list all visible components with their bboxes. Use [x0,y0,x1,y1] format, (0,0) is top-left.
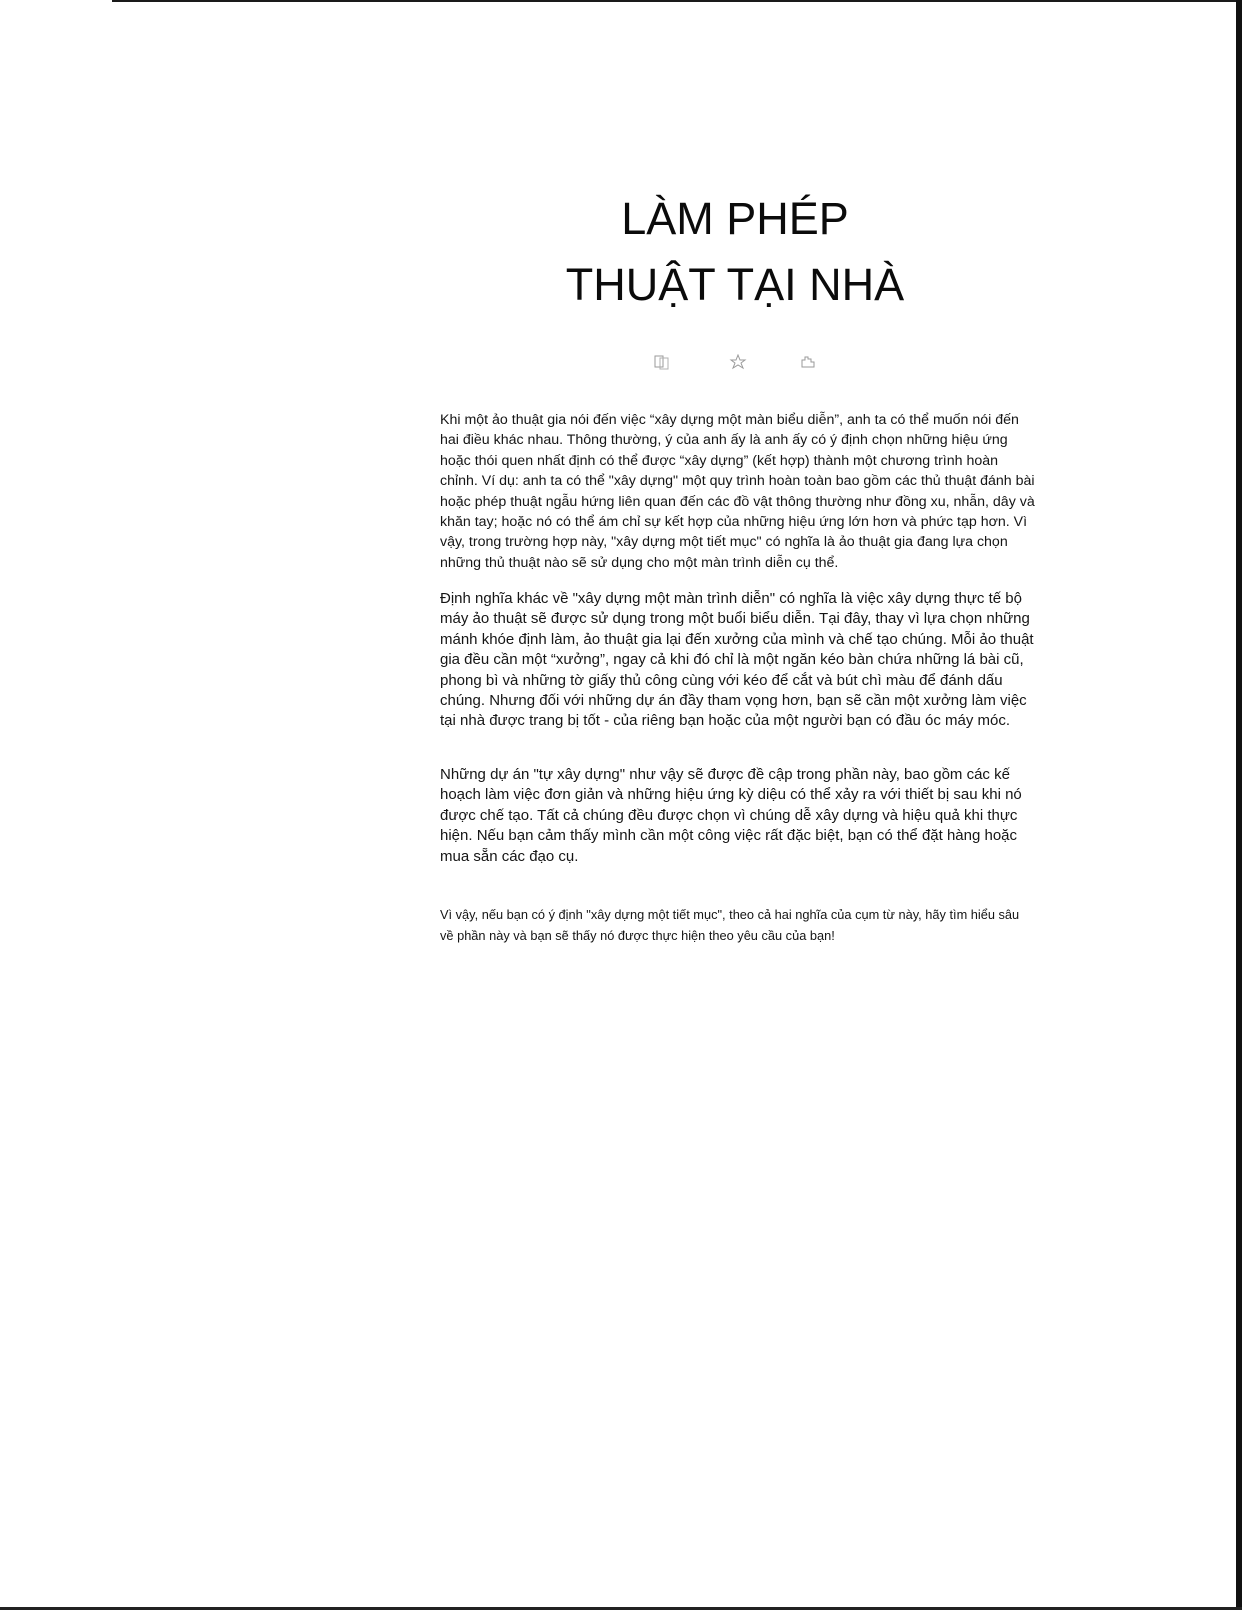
page-title [520,186,950,318]
page-right-edge [1236,0,1242,1610]
hand-ornament-icon [798,354,818,370]
paragraph-2 [440,589,1035,732]
paragraph-4 [440,904,1035,946]
card-ornament-icon [652,354,672,370]
star-ornament-icon [728,354,748,370]
paragraph-3-text: Những dự án "tự xây dựng" như vậy sẽ được đề cập trong phần này, bao gồm các kế hoạch làm việc đơn giản và những hiệu ứng kỳ diệu có thể xảy ra với thiết bị sau khi nó được chế tạo. Tất cả chúng đều được chọn vì chúng dễ xây dựng và hiệu quả khi thực hiện. Nếu bạn cảm thấy mình cần một công việc rất đặc biệt, bạn có thể đặt hàng hoặc mua sẵn các đạo cụ. [440,766,1022,865]
paragraph-1 [440,410,1035,573]
page-title-line-2: THUẬT TẠI NHÀ [565,259,905,310]
paragraph-4-text: Vì vậy, nếu bạn có ý định "xây dựng một tiết mục", theo cả hai nghĩa của cụm từ này, hãy tìm hiểu sâu về phần này và bạn sẽ thấy nó được thực hiện theo yêu cầu của bạn! [440,907,1020,943]
paragraph-3 [440,765,1035,867]
page-top-edge [112,0,1242,2]
ornament-row [650,354,830,372]
paragraph-2-text: Định nghĩa khác về "xây dựng một màn trình diễn" có nghĩa là việc xây dựng thực tế bộ máy ảo thuật sẽ được sử dụng trong một buổi biểu diễn. Tại đây, thay vì lựa chọn những mánh khóe định làm, ảo thuật gia lại đến xưởng của mình và chế tạo chúng. Mỗi ảo thuật gia đều cần một “xưởng”, ngay cả khi đó chỉ là một ngăn kéo bàn chứa những lá bài cũ, phong bì và những tờ giấy thủ công cùng với kéo để cắt và bút chì màu để đánh dấu chúng. Nhưng đối với những dự án đầy tham vọng hơn, bạn sẽ cần một xưởng làm việc tại nhà được trang bị tốt - của riêng bạn hoặc của một người bạn có đầu óc máy móc. [440,590,1034,730]
page-title-line-1: LÀM PHÉP [621,193,849,244]
paragraph-1-text: Khi một ảo thuật gia nói đến việc “xây dựng một màn biểu diễn”, anh ta có thể muốn nói đến hai điều khác nhau. Thông thường, ý của anh ấy là anh ấy có ý định chọn những hiệu ứng hoặc thói quen nhất định có thể được “xây dựng” (kết hợp) thành một chương trình hoàn chỉnh. Ví dụ: anh ta có thể "xây dựng" một quy trình hoàn toàn bao gồm các thủ thuật đánh bài hoặc phép thuật ngẫu hứng liên quan đến các đồ vật thông thường như đồng xu, nhẫn, dây và khăn tay; hoặc nó có thể ám chỉ sự kết hợp của những hiệu ứng lớn hơn và phức tạp hơn. Vì vậy, trong trường hợp này, "xây dựng một tiết mục" có nghĩa là ảo thuật gia đang lựa chọn những thủ thuật nào sẽ sử dụng cho một màn trình diễn cụ thể. [440,412,1035,571]
